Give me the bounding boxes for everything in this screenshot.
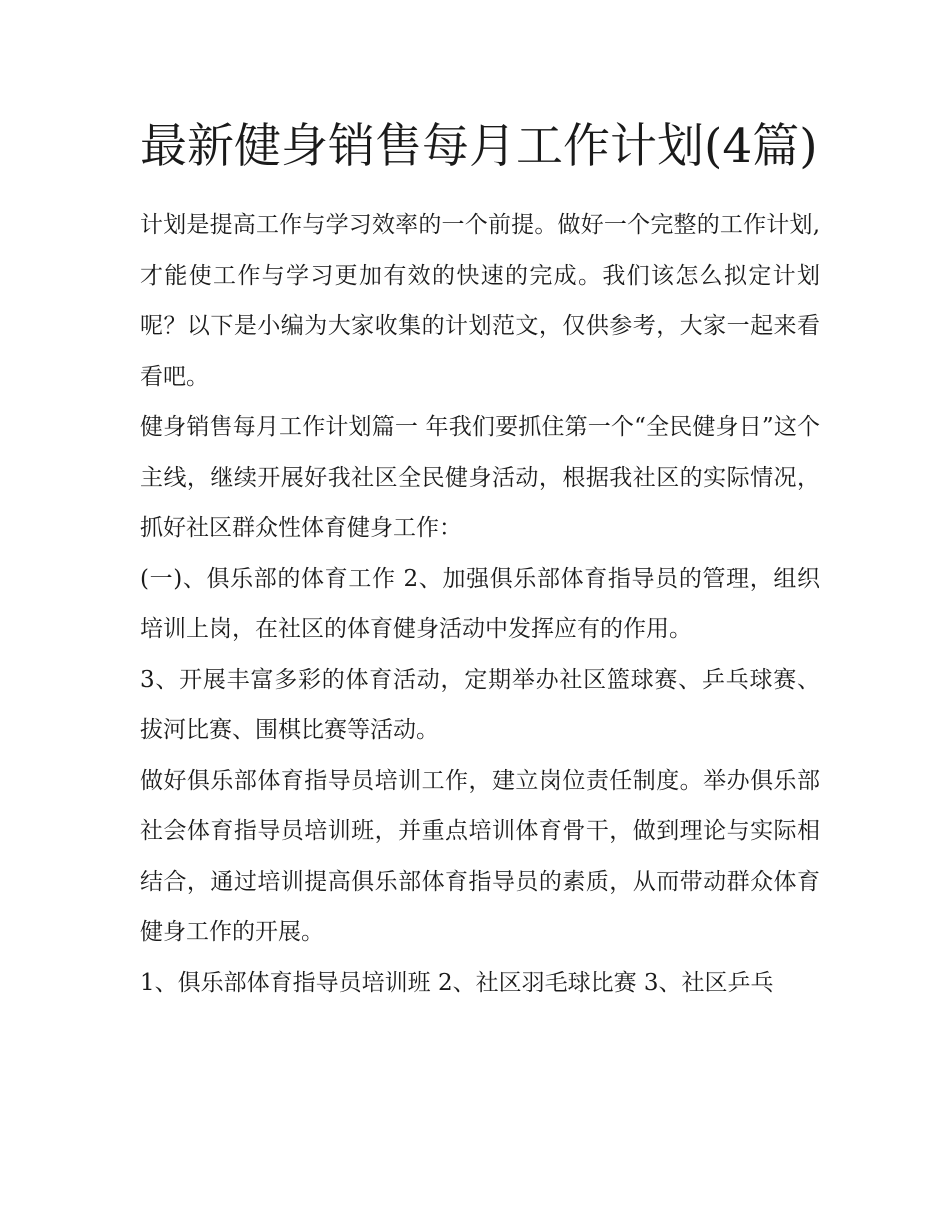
paragraph-club-work: (一)、俱乐部的体育工作 2、加强俱乐部体育指导员的管理，组织培训上岗，在社区的体育健身活动中发挥应有的作用。 — [140, 565, 820, 642]
paragraph-training: 做好俱乐部体育指导员培训工作，建立岗位责任制度。举办俱乐部社会体育指导员培训班，并重点培训体育骨干，做到理论与实际相结合，通过培训提高俱乐部体育指导员的素质，从而带动群众体育健身工作的开展。 — [140, 767, 820, 945]
paragraph-plan-one: 健身销售每月工作计划篇一 年我们要抓住第一个“全民健身日”这个主线，继续开展好我社区全民健身活动，根据我社区的实际情况，抓好社区群众性体育健身工作： — [140, 414, 820, 541]
paragraph-list: 1、俱乐部体育指导员培训班 2、社区羽毛球比赛 3、社区乒乓 — [140, 969, 774, 996]
paragraph-activities: 3、开展丰富多彩的体育活动，定期举办社区篮球赛、乒乓球赛、拔河比赛、围棋比赛等活动。 — [140, 666, 820, 743]
paragraph-intro: 计划是提高工作与学习效率的一个前提。做好一个完整的工作计划,才能使工作与学习更加有效的快速的完成。我们该怎么拟定计划呢？以下是小编为大家收集的计划范文，仅供参考，大家一起来看看吧。 — [140, 212, 820, 390]
document-title: 最新健身销售每月工作计划(4篇) — [140, 119, 818, 174]
document-page — [140, 112, 820, 1008]
